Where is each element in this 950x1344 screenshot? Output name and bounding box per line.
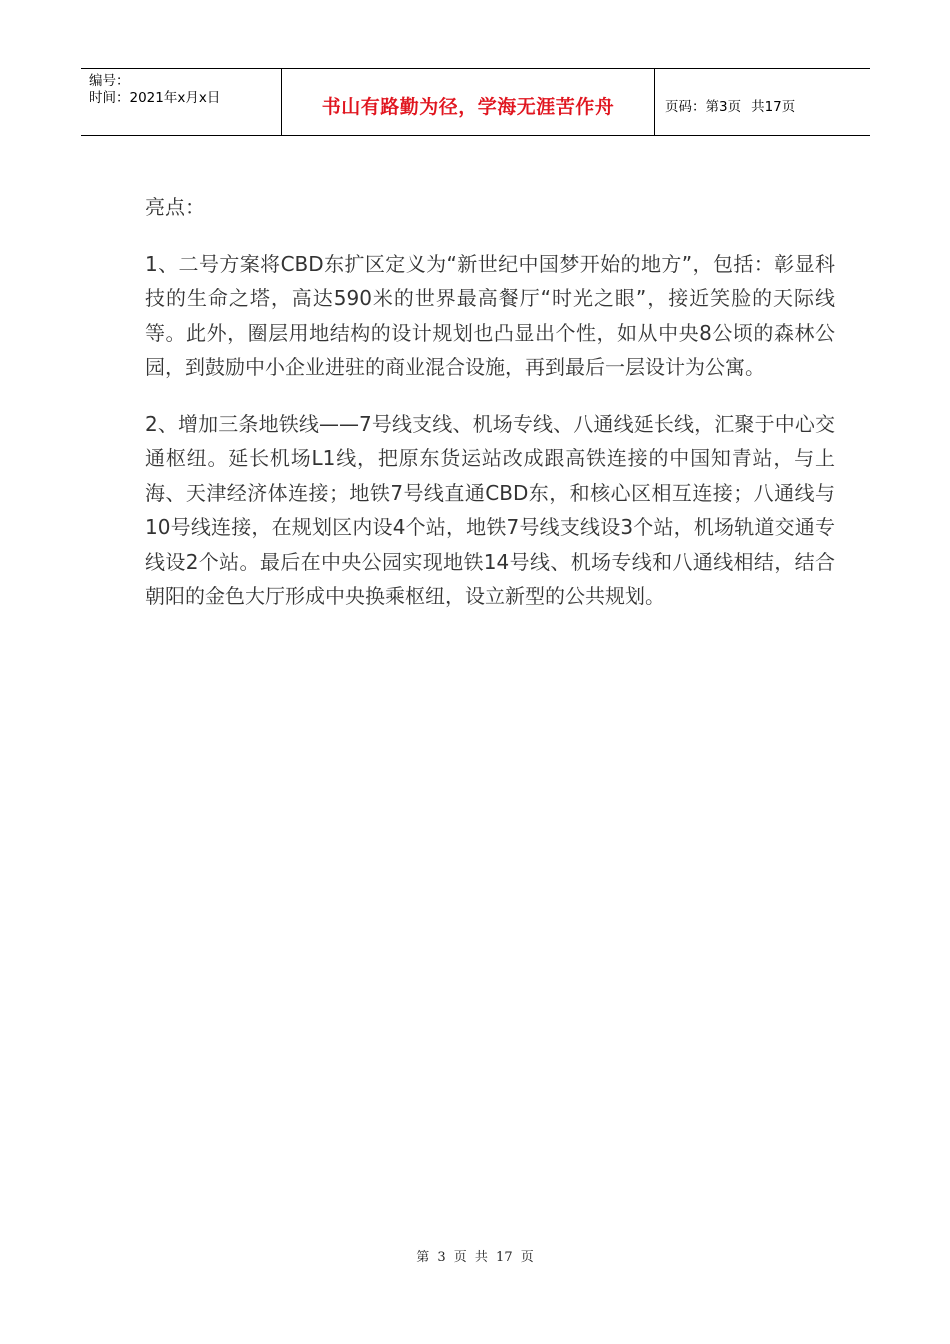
header-page-current: 页码：第3页 xyxy=(665,99,742,115)
header-motto-cell xyxy=(281,69,655,135)
page-header xyxy=(81,68,870,136)
section-heading: 亮点： xyxy=(145,195,205,219)
document-number-label: 编号： xyxy=(89,73,130,89)
header-page-info xyxy=(655,69,870,135)
paragraph-1: 1、二号方案将CBD东扩区定义为“新世纪中国梦开始的地方”，包括：彰显科技的生命之塔，高达590米的世界最高餐厅“时光之眼”，接近笑脸的天际线等。此外，圈层用地结构的设计规划也凸显出个性，如从中央8公顷的森林公园，到鼓励中小企业进驻的商业混合设施，再到最后一层设计为公寓。 xyxy=(145,251,835,379)
header-page-total: 共17页 xyxy=(751,99,796,115)
document-body xyxy=(145,190,835,636)
document-time-label: 时间：2021年x月x日 xyxy=(89,90,221,106)
paragraph-2: 2、增加三条地铁线——7号线支线、机场专线、八通线延长线，汇聚于中心交通枢纽。延长机场L1线，把原东货运站改成跟高铁连接的中国知青站，与上海、天津经济体连接；地铁7号线直通CBD东，和核心区相互连接；八通线与10号线连接，在规划区内设4个站，地铁7号线支线设3个站，机场轨道交通专线设2个站。最后在中央公园实现地铁14号线、机场专线和八通线相结，结合朝阳的金色大厅形成中央换乘枢纽，设立新型的公共规划。 xyxy=(145,411,835,608)
header-meta xyxy=(81,69,281,135)
header-motto: 书山有路勤为径，学海无涯苦作舟 xyxy=(321,95,615,118)
page-footer: 第 3 页 共 17 页 xyxy=(416,1250,534,1265)
